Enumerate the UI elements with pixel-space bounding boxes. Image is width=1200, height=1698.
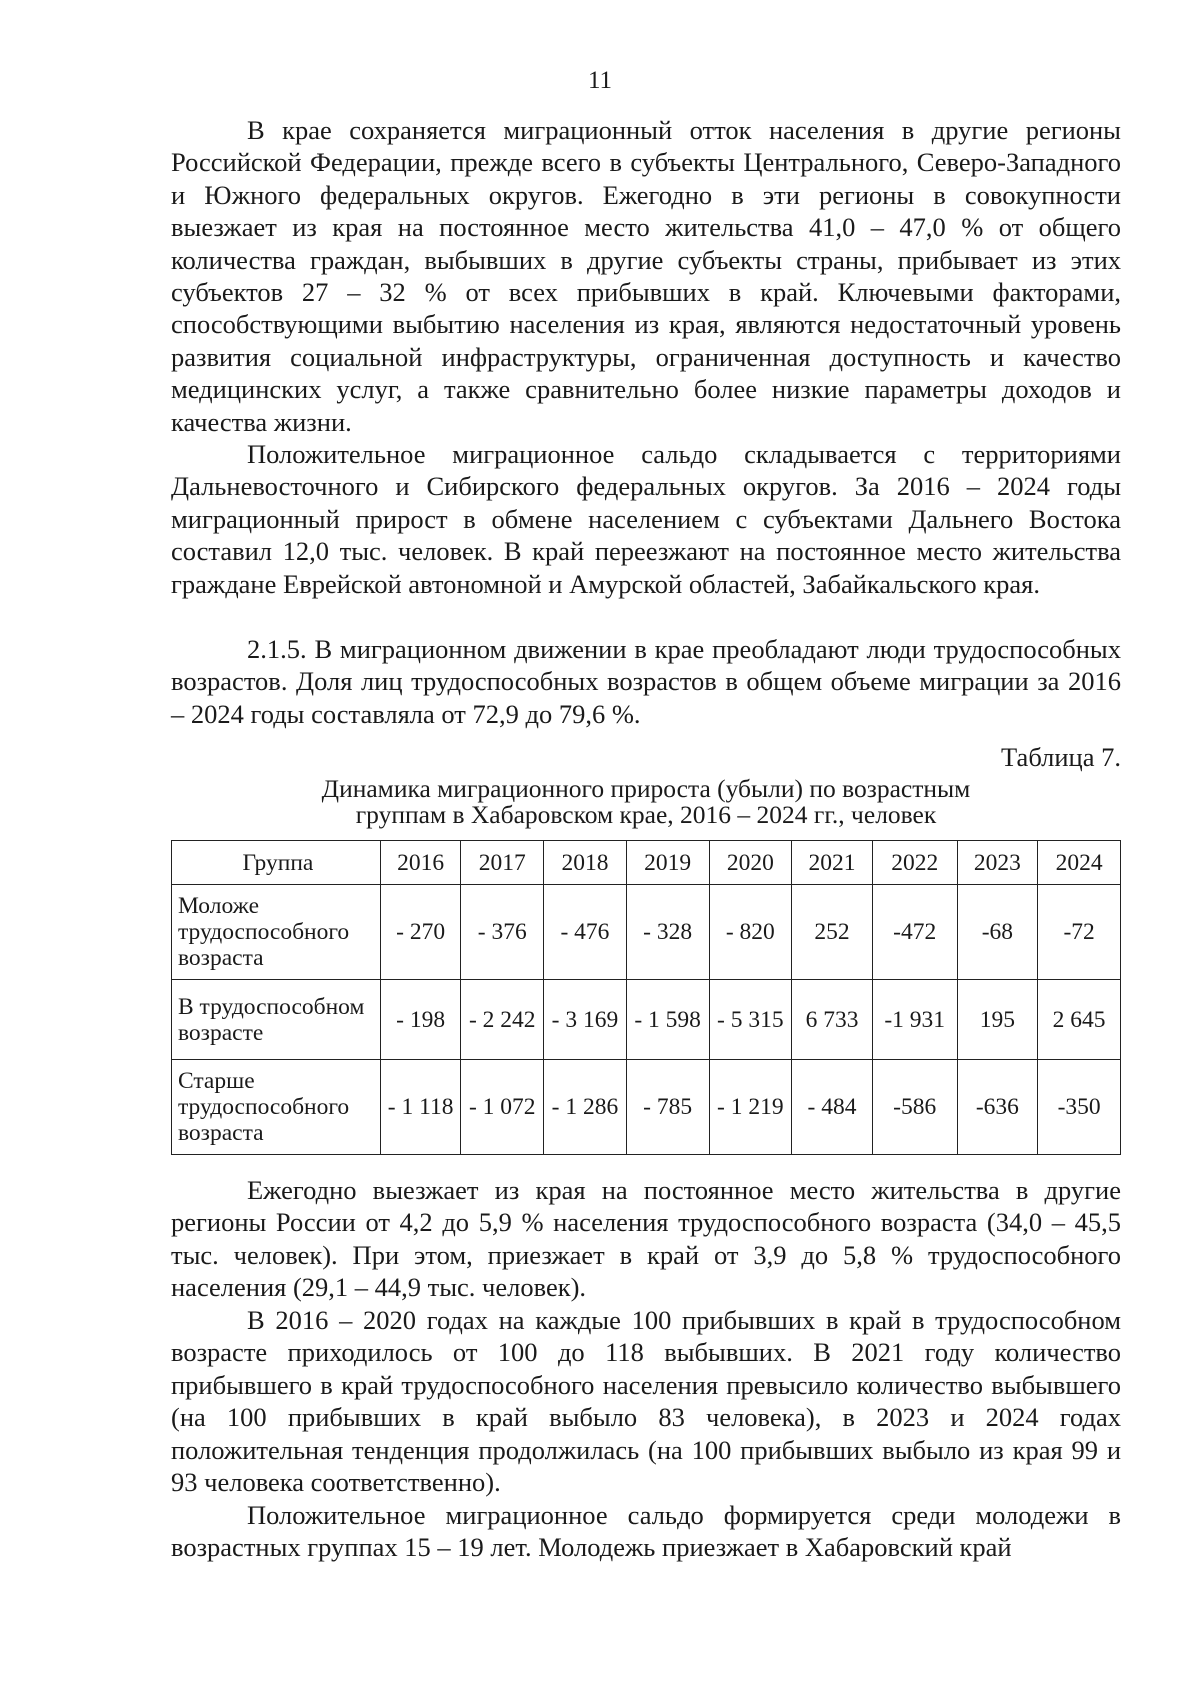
page-number: 11 [587, 67, 613, 94]
table-cell: -636 [957, 1060, 1038, 1155]
table-cell: - 3 169 [544, 980, 627, 1060]
table-title [171, 776, 1121, 828]
header-cell-year: 2019 [626, 841, 709, 885]
table-row [172, 885, 1121, 980]
header-cell-year: 2020 [709, 841, 792, 885]
row-group-label: Моложе трудоспособного возраста [172, 885, 381, 980]
table-cell: - 2 242 [461, 980, 544, 1060]
table-cell: -350 [1038, 1060, 1121, 1155]
table-cell: - 476 [544, 885, 627, 980]
row-group-label: В трудоспособном возрасте [172, 980, 381, 1060]
table-cell: - 1 072 [461, 1060, 544, 1155]
table-header-row [172, 841, 1121, 885]
migration-table [171, 840, 1121, 1155]
table-cell: - 198 [380, 980, 461, 1060]
table-cell: -72 [1038, 885, 1121, 980]
paragraph-section-2-1-5: 2.1.5. В миграционном движении в крае преобладают люди трудоспособных возрастов. Доля лиц трудоспособных возрастов в общем объеме миграции за 2016 – 2024 годы составляла от 72,9 до 79,6 %. [171, 634, 1121, 729]
paragraph-migration-outflow: В крае сохраняется миграционный отток населения в другие регионы Российской Федерации, прежде всего в субъекты Центрального, Северо-Западного и Южного федеральных округов. Ежегодно в эти регионы в совокупности выезжает из края на постоянное место жительства 41,0 – 47,0 % от общего количества граждан, выбывших в другие субъекты страны, прибывает из этих субъектов 27 – 32 % от всех прибывших в край. Ключевыми факторами, способствующими выбытию населения из края, являются недостаточный уровень развития социальной инфраструктуры, ограниченная доступность и качество медицинских услуг, а также сравнительно более низкие параметры доходов и качества жизни. [171, 115, 1121, 437]
paragraph-youth-migration: Положительное миграционное сальдо формируется среди молодежи в возрастных группах 15 – 19 лет. Молодежь приезжает в Хабаровский край [171, 1500, 1121, 1563]
table-cell: - 1 118 [380, 1060, 461, 1155]
table-cell: - 5 315 [709, 980, 792, 1060]
table-cell: 6 733 [792, 980, 873, 1060]
table-title-line-2: группам в Хабаровском крае, 2016 – 2024 гг., человек [355, 800, 937, 829]
table-cell: -472 [872, 885, 957, 980]
header-cell-year: 2018 [544, 841, 627, 885]
table-cell: -1 931 [872, 980, 957, 1060]
table-cell: 2 645 [1038, 980, 1121, 1060]
table-cell: - 484 [792, 1060, 873, 1155]
table-title-line-1: Динамика миграционного прироста (убыли) по возрастным [321, 774, 971, 803]
paragraph-positive-balance: Положительное миграционное сальдо складывается с территориями Дальневосточного и Сибирского федеральных округов. За 2016 – 2024 годы миграционный прирост в обмене населением с субъектами Дальнего Востока составил 12,0 тыс. человек. В край переезжают на постоянное место жительства граждане Еврейской автономной и Амурской областей, Забайкальского края. [171, 439, 1121, 599]
table-cell: - 785 [626, 1060, 709, 1155]
header-cell-year: 2023 [957, 841, 1038, 885]
table-cell: 195 [957, 980, 1038, 1060]
table-cell: -68 [957, 885, 1038, 980]
header-cell-year: 2017 [461, 841, 544, 885]
table-cell: - 270 [380, 885, 461, 980]
table-cell: - 1 219 [709, 1060, 792, 1155]
header-cell-year: 2021 [792, 841, 873, 885]
table-cell: - 1 286 [544, 1060, 627, 1155]
row-group-label: Старше трудоспособного возраста [172, 1060, 381, 1155]
table-cell: - 1 598 [626, 980, 709, 1060]
table-cell: - 820 [709, 885, 792, 980]
table-cell: - 376 [461, 885, 544, 980]
table-cell: -586 [872, 1060, 957, 1155]
table-cell: 252 [792, 885, 873, 980]
header-cell-year: 2024 [1038, 841, 1121, 885]
header-cell-year: 2022 [872, 841, 957, 885]
table-row [172, 1060, 1121, 1155]
table-cell: - 328 [626, 885, 709, 980]
header-cell-year: 2016 [380, 841, 461, 885]
paragraph-annual-departures: Ежегодно выезжает из края на постоянное место жительства в другие регионы России от 4,2 до 5,9 % населения трудоспособного возраста (34,0 – 45,5 тыс. человек). При этом, приезжает в край от 3,9 до 5,8 % трудоспособного населения (29,1 – 44,9 тыс. человек). [171, 1175, 1121, 1303]
header-cell-group: Группа [172, 841, 381, 885]
table-label: Таблица 7. [1001, 742, 1121, 772]
paragraph-ratio-arrivals-departures: В 2016 – 2020 годах на каждые 100 прибывших в край в трудоспособном возрасте приходилось от 100 до 118 выбывших. В 2021 году количество прибывшего в край трудоспособного населения превысило количество выбывшего (на 100 прибывших в край выбыло 83 человека), в 2023 и 2024 годах положительная тенденция продолжилась (на 100 прибывших выбыло из края 99 и 93 человека соответственно). [171, 1305, 1121, 1498]
table-row [172, 980, 1121, 1060]
